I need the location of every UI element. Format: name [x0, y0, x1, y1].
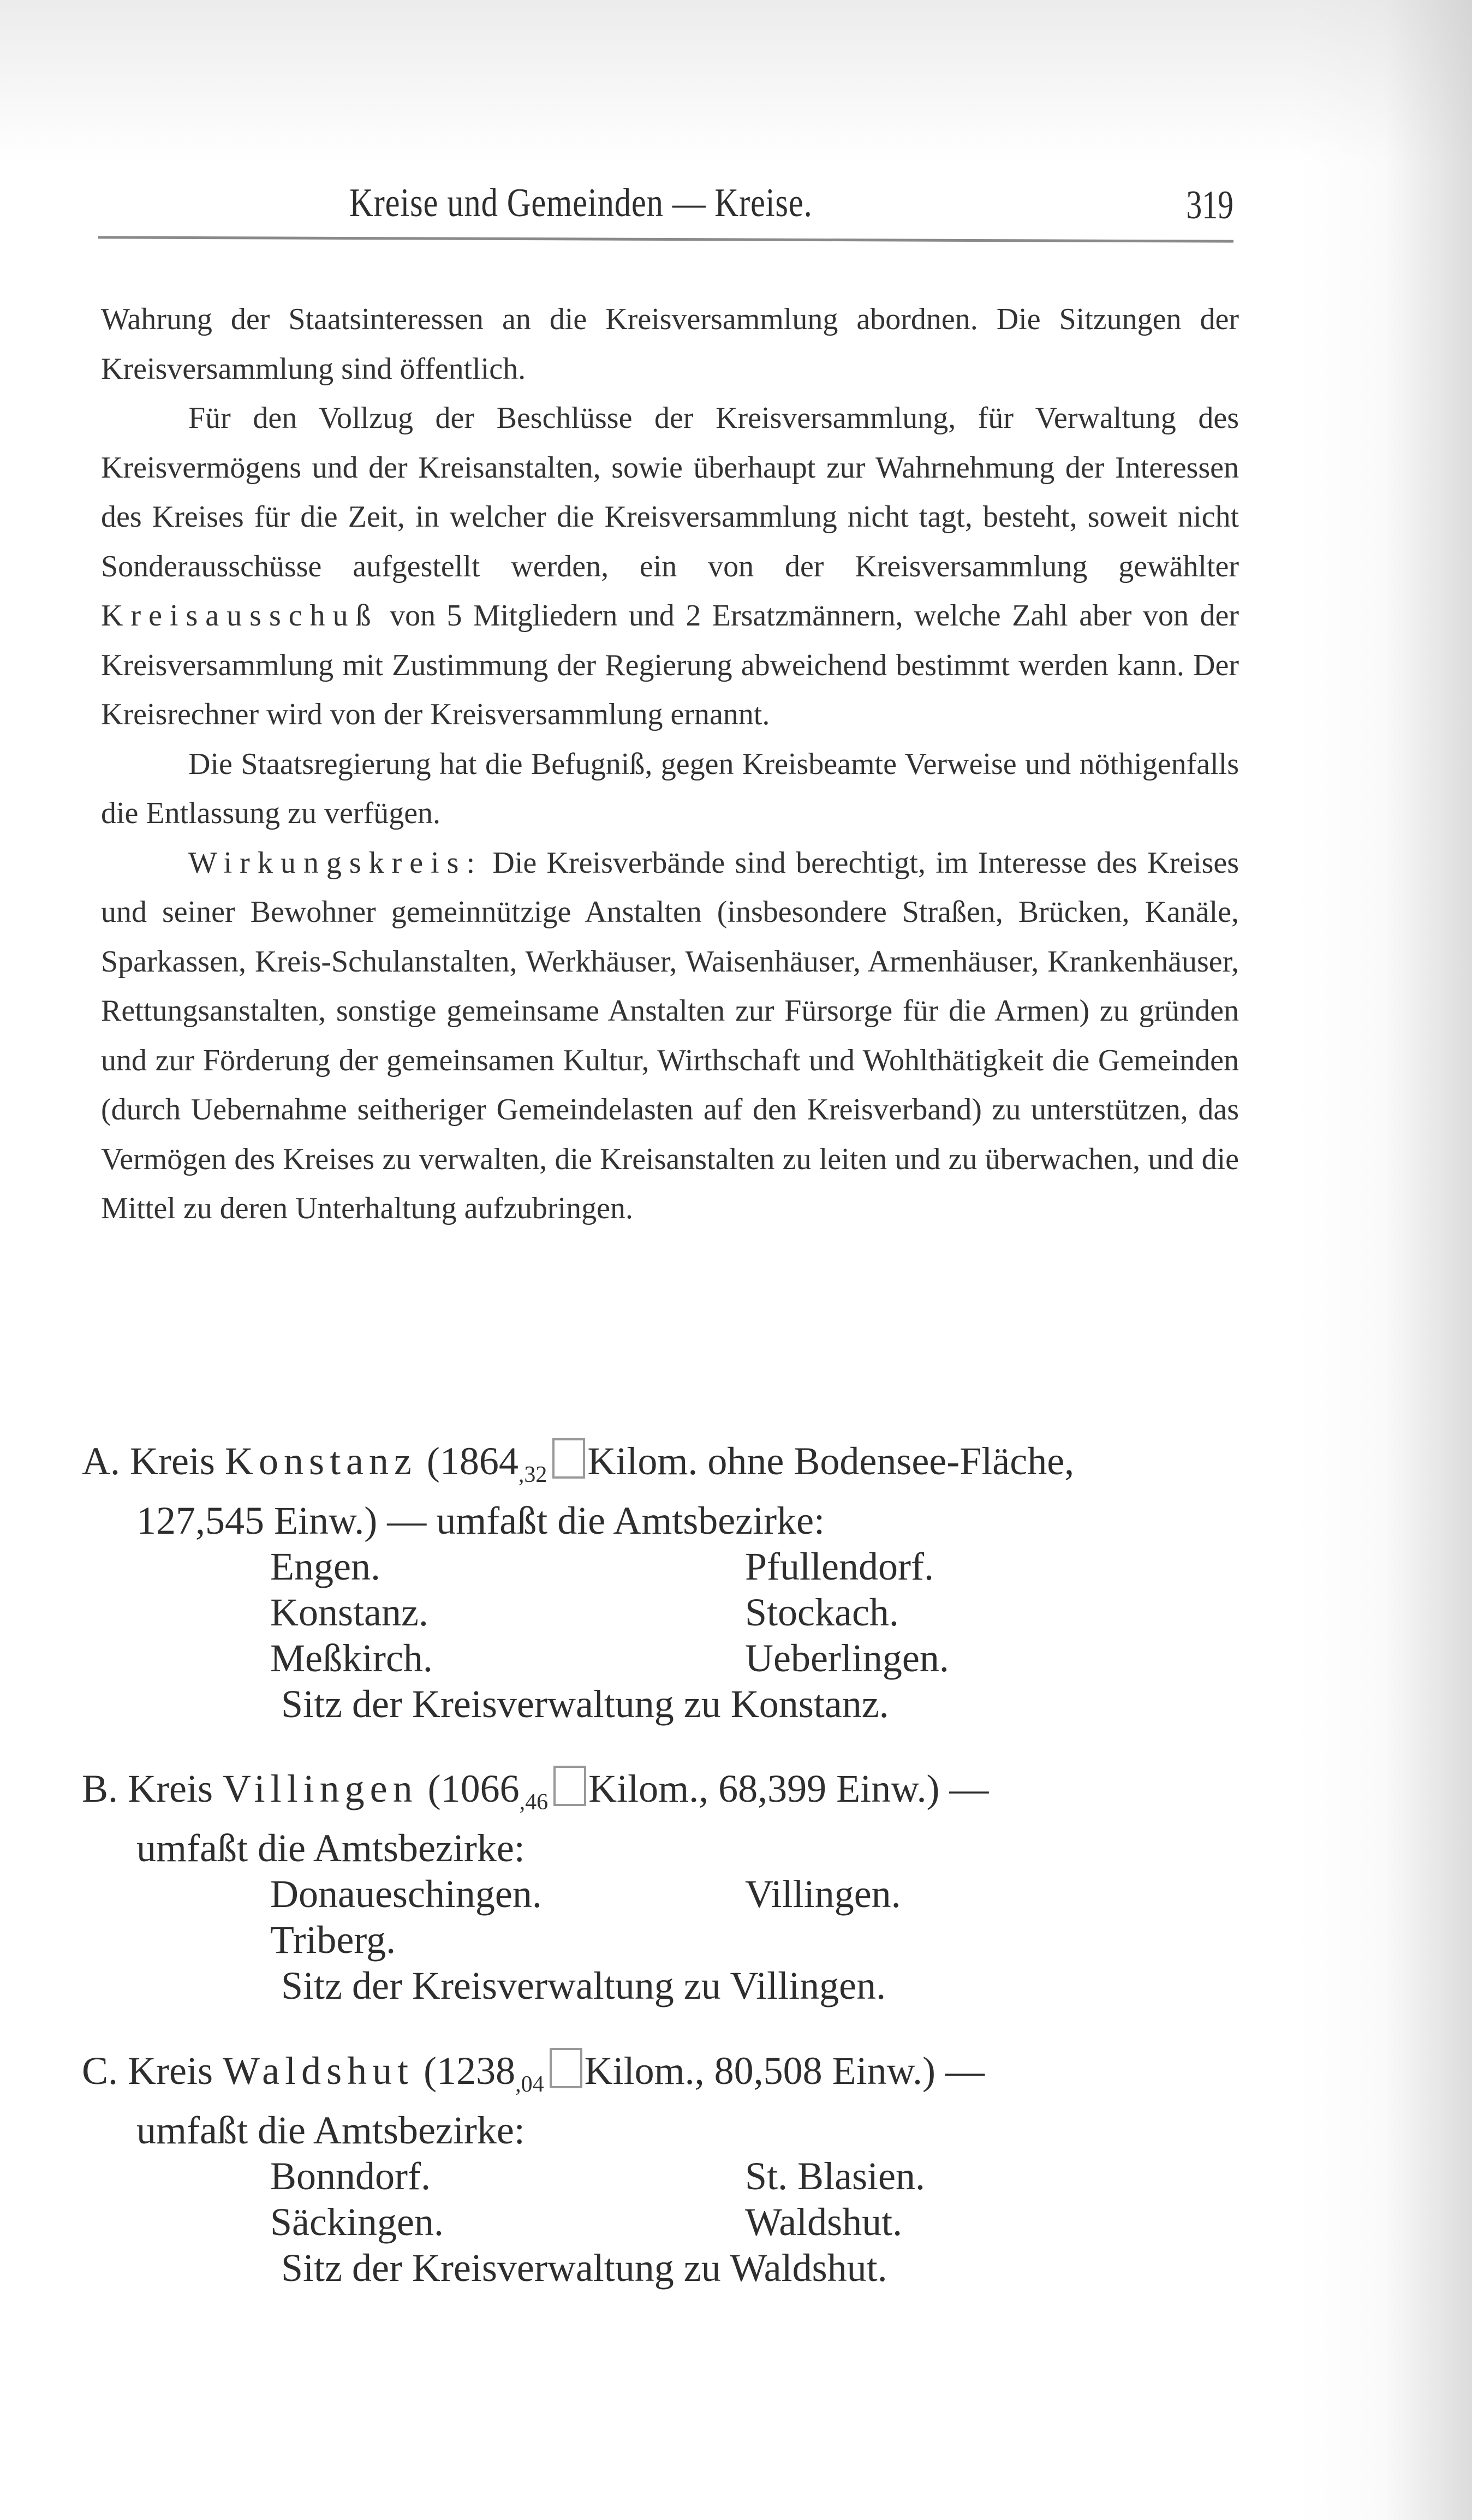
- kreis-heading: [82, 2048, 1228, 2107]
- kreis-entry-villingen: [82, 1766, 1228, 2009]
- kreis-heading: [82, 1766, 1228, 1825]
- term-kreisausschuss: Kreisausschuß: [101, 599, 379, 633]
- kreis-heading: [82, 1438, 1228, 1498]
- district: Donaueschingen.: [270, 1872, 542, 1916]
- kreis-area-unit: Kilom., 68,399 Einw.) —: [588, 1767, 989, 1810]
- district-row: [270, 1871, 1034, 1917]
- paragraph-2-rest: von 5 Mitgliedern und 2 Ersatzmännern, welche Zahl aber von der Kreisversammlung mit Zustimmung der Regierung abweichend bestimmt werden kann. Der Kreisrechner wird von der Kreisversammlung ernannt.: [101, 599, 1239, 731]
- district-row: [270, 2153, 1034, 2199]
- kreis-area-unit: Kilom. ohne Bodensee-Fläche,: [587, 1439, 1075, 1483]
- district: Pfullendorf.: [745, 1545, 934, 1588]
- district: Säckingen.: [270, 2200, 444, 2244]
- kreis-letter: B.: [82, 1767, 118, 1810]
- kreis-seat: Sitz der Kreisverwaltung zu Villingen.: [281, 1964, 886, 2007]
- page-number: 319: [1186, 183, 1233, 228]
- kreis-letter: C.: [82, 2049, 118, 2093]
- paragraph-2-text: Für den Vollzug der Beschlüsse der Kreisversammlung, für Verwaltung des Kreisvermögens und der Kreisanstalten, sowie überhaupt zur Wahrnehmung der Interessen des Kreises für die Zeit, in welcher die Kreisversammlung nicht tagt, besteht, soweit nicht Sonderausschüsse aufgestellt werden, ein von der Kreisversammlung gewählter: [101, 401, 1239, 583]
- body-text: [101, 295, 1239, 1234]
- district-row: [270, 1917, 1034, 1963]
- district-list: [270, 1544, 1034, 1681]
- kreis-population: umfaßt die Amtsbezirke:: [136, 1826, 525, 1870]
- district-list: [270, 1871, 1034, 1963]
- district-row: [270, 1589, 1034, 1635]
- district: Konstanz.: [270, 1590, 428, 1634]
- kreis-area-decimal: ,32: [518, 1462, 547, 1487]
- kreis-population: umfaßt die Amtsbezirke:: [136, 2108, 525, 2152]
- district: Stockach.: [745, 1590, 899, 1634]
- square-icon: [550, 2048, 582, 2088]
- running-header: [349, 180, 1233, 240]
- kreis-entry-waldshut: [82, 2048, 1228, 2291]
- kreis-letter: A.: [82, 1439, 120, 1483]
- square-icon: [553, 1766, 586, 1806]
- kreis-population: 127,545 Einw.) — umfaßt die Amtsbezirke:: [136, 1499, 825, 1542]
- district-row: [270, 1635, 1034, 1681]
- kreis-name: Konstanz: [224, 1439, 417, 1483]
- district-list: [270, 2153, 1034, 2245]
- paragraph-4-rest: Die Kreisverbände sind berechtigt, im Interesse des Kreises und seiner Bewohner gemeinnützige Anstalten (insbesondere Straßen, Brücken, Kanäle, Sparkassen, Kreis-Schulanstalten, Werkhäuser, Waisenhäuser, Armenhäuser, Krankenhäuser, Rettungsanstalten, sonstige gemeinsame Anstalten zur Fürsorge für die Armen) zu gründen und zur Förderung der gemeinsamen Kultur, Wirthschaft und Wohlthätigkeit die Gemeinden (durch Uebernahme seitheriger Gemeindelasten auf den Kreisverband) zu unterstützen, das Vermögen des Kreises zu verwalten, die Kreisanstalten zu leiten und zu überwachen, und die Mittel zu deren Unterhaltung aufzubringen.: [101, 845, 1239, 1225]
- paragraph-2: [101, 394, 1239, 740]
- district: Ueberlingen.: [745, 1636, 949, 1680]
- district: Villingen.: [745, 1872, 901, 1916]
- district: Triberg.: [270, 1918, 396, 1962]
- kreis-area: (1864: [426, 1439, 519, 1483]
- kreis-name: Villingen: [222, 1767, 418, 1810]
- district: Meßkirch.: [270, 1636, 433, 1680]
- kreis-prefix: Kreis: [128, 1767, 213, 1810]
- district: Bonndorf.: [270, 2154, 431, 2198]
- paragraph-3: Die Staatsregierung hat die Befugniß, gegen Kreisbeamte Verweise und nöthigenfalls die Entlassung zu verfügen.: [101, 747, 1239, 830]
- kreis-area-decimal: ,04: [515, 2072, 544, 2097]
- kreis-name: Waldshut: [222, 2049, 414, 2093]
- kreis-area: (1066: [427, 1767, 520, 1810]
- district-row: [270, 1544, 1034, 1589]
- kreis-area-unit: Kilom., 80,508 Einw.) —: [584, 2049, 985, 2093]
- district-row: [270, 2199, 1034, 2245]
- kreis-prefix: Kreis: [130, 1439, 215, 1483]
- paragraph-4: [101, 838, 1239, 1234]
- kreis-area: (1238: [424, 2049, 516, 2093]
- district: Waldshut.: [745, 2200, 903, 2244]
- kreis-seat: Sitz der Kreisverwaltung zu Waldshut.: [281, 2246, 887, 2290]
- term-wirkungskreis: Wirkungskreis:: [188, 845, 483, 880]
- district: St. Blasien.: [745, 2154, 926, 2198]
- district: Engen.: [270, 1545, 380, 1588]
- paragraph-1: Wahrung der Staatsinteressen an die Kreisversammlung abordnen. Die Sitzungen der Kreisversammlung sind öffentlich.: [101, 302, 1239, 386]
- square-icon: [552, 1438, 585, 1479]
- kreis-seat: Sitz der Kreisverwaltung zu Konstanz.: [281, 1682, 889, 1726]
- kreis-prefix: Kreis: [128, 2049, 213, 2093]
- kreis-area-decimal: ,46: [519, 1790, 549, 1815]
- page-title: Kreise und Gemeinden — Kreise.: [349, 181, 813, 225]
- kreis-entry-konstanz: [82, 1438, 1228, 1727]
